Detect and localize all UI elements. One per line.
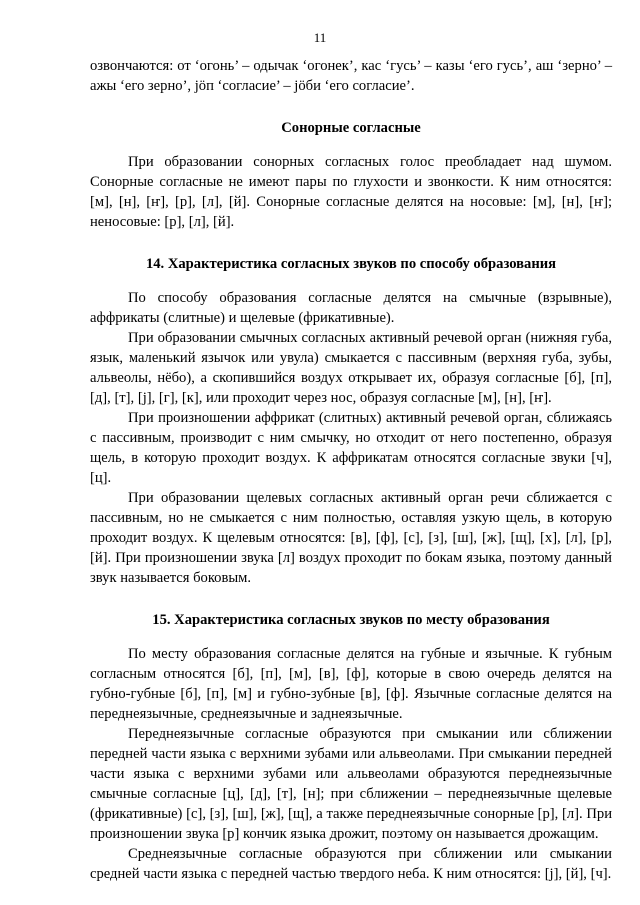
sonor-paragraph: При образовании сонорных согласных голос преобладает над шумом. Сонорные согласные не имеют пары по глухости и звонкости. К ним относятся: [м], [н], [ҥ], [р], [л], [й]. Сонорные согласные делятся на носовые: [м], [н], [ҥ]; неносовые: [р], [л], [й]. [90, 154, 612, 230]
section-15-paragraph-1: По месту образования согласные делятся на губные и язычные. К губным согласным относятся [б], [п], [м], [в], [ф], которые в свою очередь делятся на губно-губные [б], [п], [м] и губно-зубные [в], [ф]. Язычные согласные делятся на переднеязычные, среднеязычные и заднеязычные. [90, 646, 612, 722]
section-14-paragraph-2: При образовании смычных согласных активный речевой орган (нижняя губа, язык, маленький язычок или увула) смыкается с пассивным (верхняя губа, зубы, альвеолы, нёбо), а скопившийся воздух открывает их, образуя согласные [б], [п], [д], [т], [j], [г], [к], или проходит через нос, образуя согласные [м], [н], [ҥ]. [90, 330, 612, 406]
section-15-paragraph-2: Переднеязычные согласные образуются при смыкании или сближении передней части языка с верхними зубами или альвеолами. При смыкании передней части языка с верхними зубами или альвеолами образуются переднеязычные смычные согласные [ц], [д], [т], [н]; при сближении – переднеязычные щелевые (фрикативные) [с], [з], [ш], [ж], [щ], а также переднеязычные сонорные [р], [л]. При произношении звука [р] кончик языка дрожит, поэтому он называется дрожащим. [90, 726, 612, 842]
section-15-heading: 15. Характеристика согласных звуков по месту образования [152, 612, 550, 628]
section-14-paragraph-1: По способу образования согласные делятся на смычные (взрывные), аффрикаты (слитные) и щелевые (фрикативные). [90, 290, 612, 326]
section-15-paragraph-3: Среднеязычные согласные образуются при сближении или смыкании средней части языка с передней частью твердого неба. К ним относятся: [j], [й], [ч]. [90, 846, 612, 882]
page-number: 11 [313, 30, 327, 45]
section-14-paragraph-3: При произношении аффрикат (слитных) активный речевой орган, сближаясь с пассивным, производит с ним смычку, но отходит от него постепенно, образуя щель, в которую проходит воздух. К аффрикатам относятся согласные звуки [ч], [ц]. [90, 410, 612, 486]
section-14-heading: 14. Характеристика согласных звуков по способу образования [145, 256, 557, 272]
sonor-heading: Сонорные согласные [281, 120, 421, 136]
intro-paragraph: озвончаются: от ‘огонь’ – одычак ‘огонек’, кас ‘гусь’ – казы ‘его гусь’, аш ‘зерно’ – ажы ‘его зерно’, jöп ‘согласие’ – jöби ‘его согласие’. [90, 58, 612, 94]
section-14-paragraph-4: При образовании щелевых согласных активный орган речи сближается с пассивным, но не смыкается с ним полностью, оставляя узкую щель, в которую проходит воздух. К щелевым относятся: [в], [ф], [с], [з], [ш], [ж], [щ], [х], [л], [р], [й]. При произношении звука [л] воздух проходит по бокам языка, поэтому данный звук называется боковым. [90, 490, 612, 586]
page-content [90, 56, 612, 884]
